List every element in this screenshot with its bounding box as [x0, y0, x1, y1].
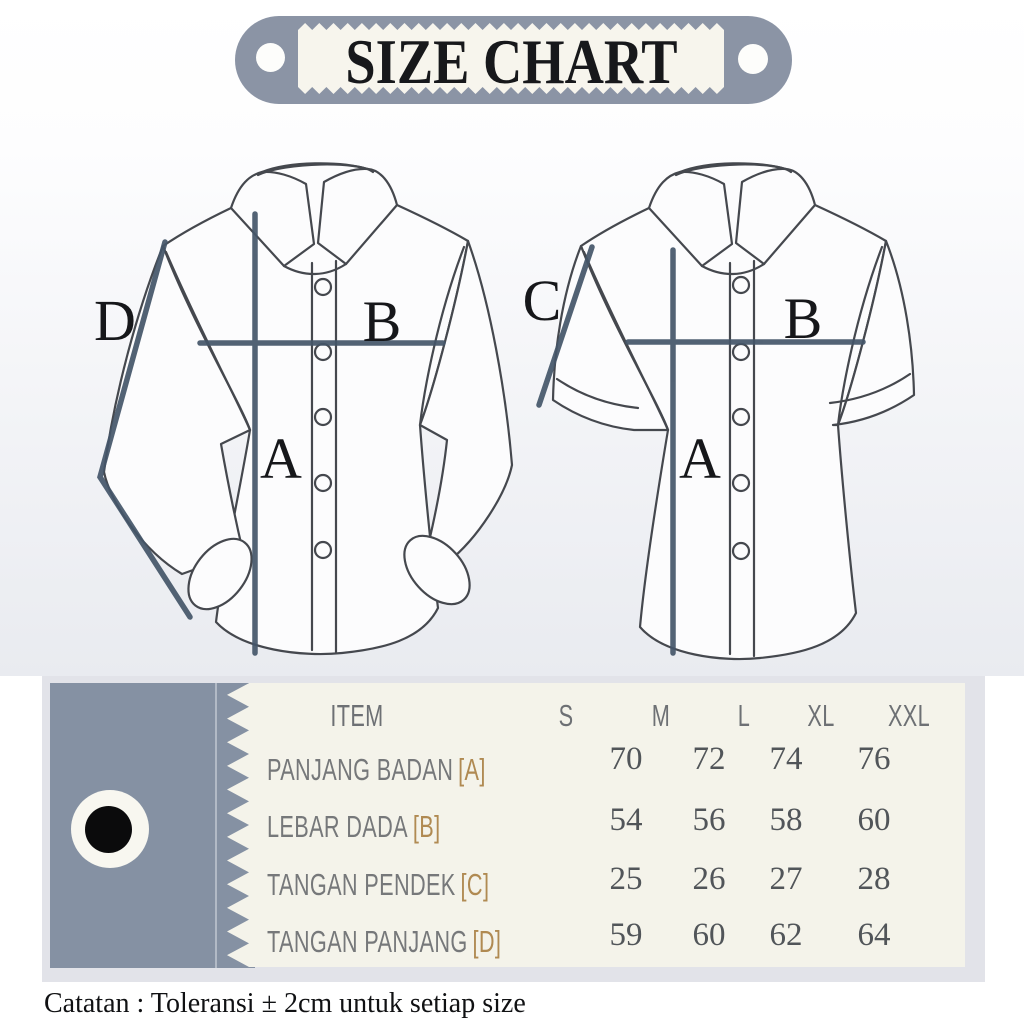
cell-a-xl: 74	[769, 741, 803, 777]
row-label	[267, 869, 489, 901]
col-header-xxl: XXL	[887, 698, 931, 733]
eyelet-hole-icon	[85, 806, 132, 853]
measure-label-a-right: A	[679, 426, 721, 491]
cell-b-xl: 58	[769, 802, 803, 838]
cell-c-l: 26	[692, 861, 726, 897]
cell-a-l: 72	[692, 741, 726, 777]
cell-c-xl: 27	[769, 861, 803, 897]
cell-b-l: 56	[692, 802, 726, 838]
measure-label-c: C	[522, 268, 562, 333]
cell-a-m: 70	[609, 741, 643, 777]
cell-a-xxl: 76	[857, 741, 891, 777]
cell-d-xxl: 64	[857, 917, 891, 953]
size-table-panel	[42, 676, 985, 982]
measure-label-b-right: B	[783, 286, 823, 351]
eyelet-icon	[71, 790, 149, 868]
col-header-m: M	[651, 698, 671, 733]
cell-d-m: 59	[609, 917, 643, 953]
measure-label-b-left: B	[362, 289, 402, 354]
row-label-text: TANGAN PENDEK	[267, 867, 456, 902]
row-label	[267, 754, 486, 786]
measure-label-a-left: A	[260, 426, 302, 491]
page-title: SIZE CHART	[345, 26, 678, 97]
col-header-xl: XL	[807, 698, 835, 733]
row-code: [B]	[412, 809, 441, 844]
row-code: [D]	[472, 924, 502, 959]
cell-b-xxl: 60	[857, 802, 891, 838]
row-label	[267, 926, 501, 958]
measure-label-d: D	[94, 288, 136, 353]
col-header-l: L	[737, 698, 751, 733]
row-label-text: PANJANG BADAN	[267, 752, 454, 787]
cell-b-m: 54	[609, 802, 643, 838]
short-sleeve-shirt	[553, 163, 914, 659]
cell-d-xl: 62	[769, 917, 803, 953]
row-label-text: LEBAR DADA	[267, 809, 408, 844]
tolerance-note: Catatan : Toleransi ± 2cm untuk setiap size	[44, 988, 526, 1019]
row-code: [A]	[458, 752, 486, 787]
cell-c-m: 25	[609, 861, 643, 897]
col-header-s: S	[558, 698, 574, 733]
cell-c-xxl: 28	[857, 861, 891, 897]
row-code: [C]	[460, 867, 490, 902]
hang-tag-fold-line	[215, 683, 217, 968]
col-header-item: ITEM	[330, 698, 384, 733]
cell-d-l: 60	[692, 917, 726, 953]
row-label-text: TANGAN PANJANG	[267, 924, 468, 959]
row-label	[267, 811, 440, 843]
